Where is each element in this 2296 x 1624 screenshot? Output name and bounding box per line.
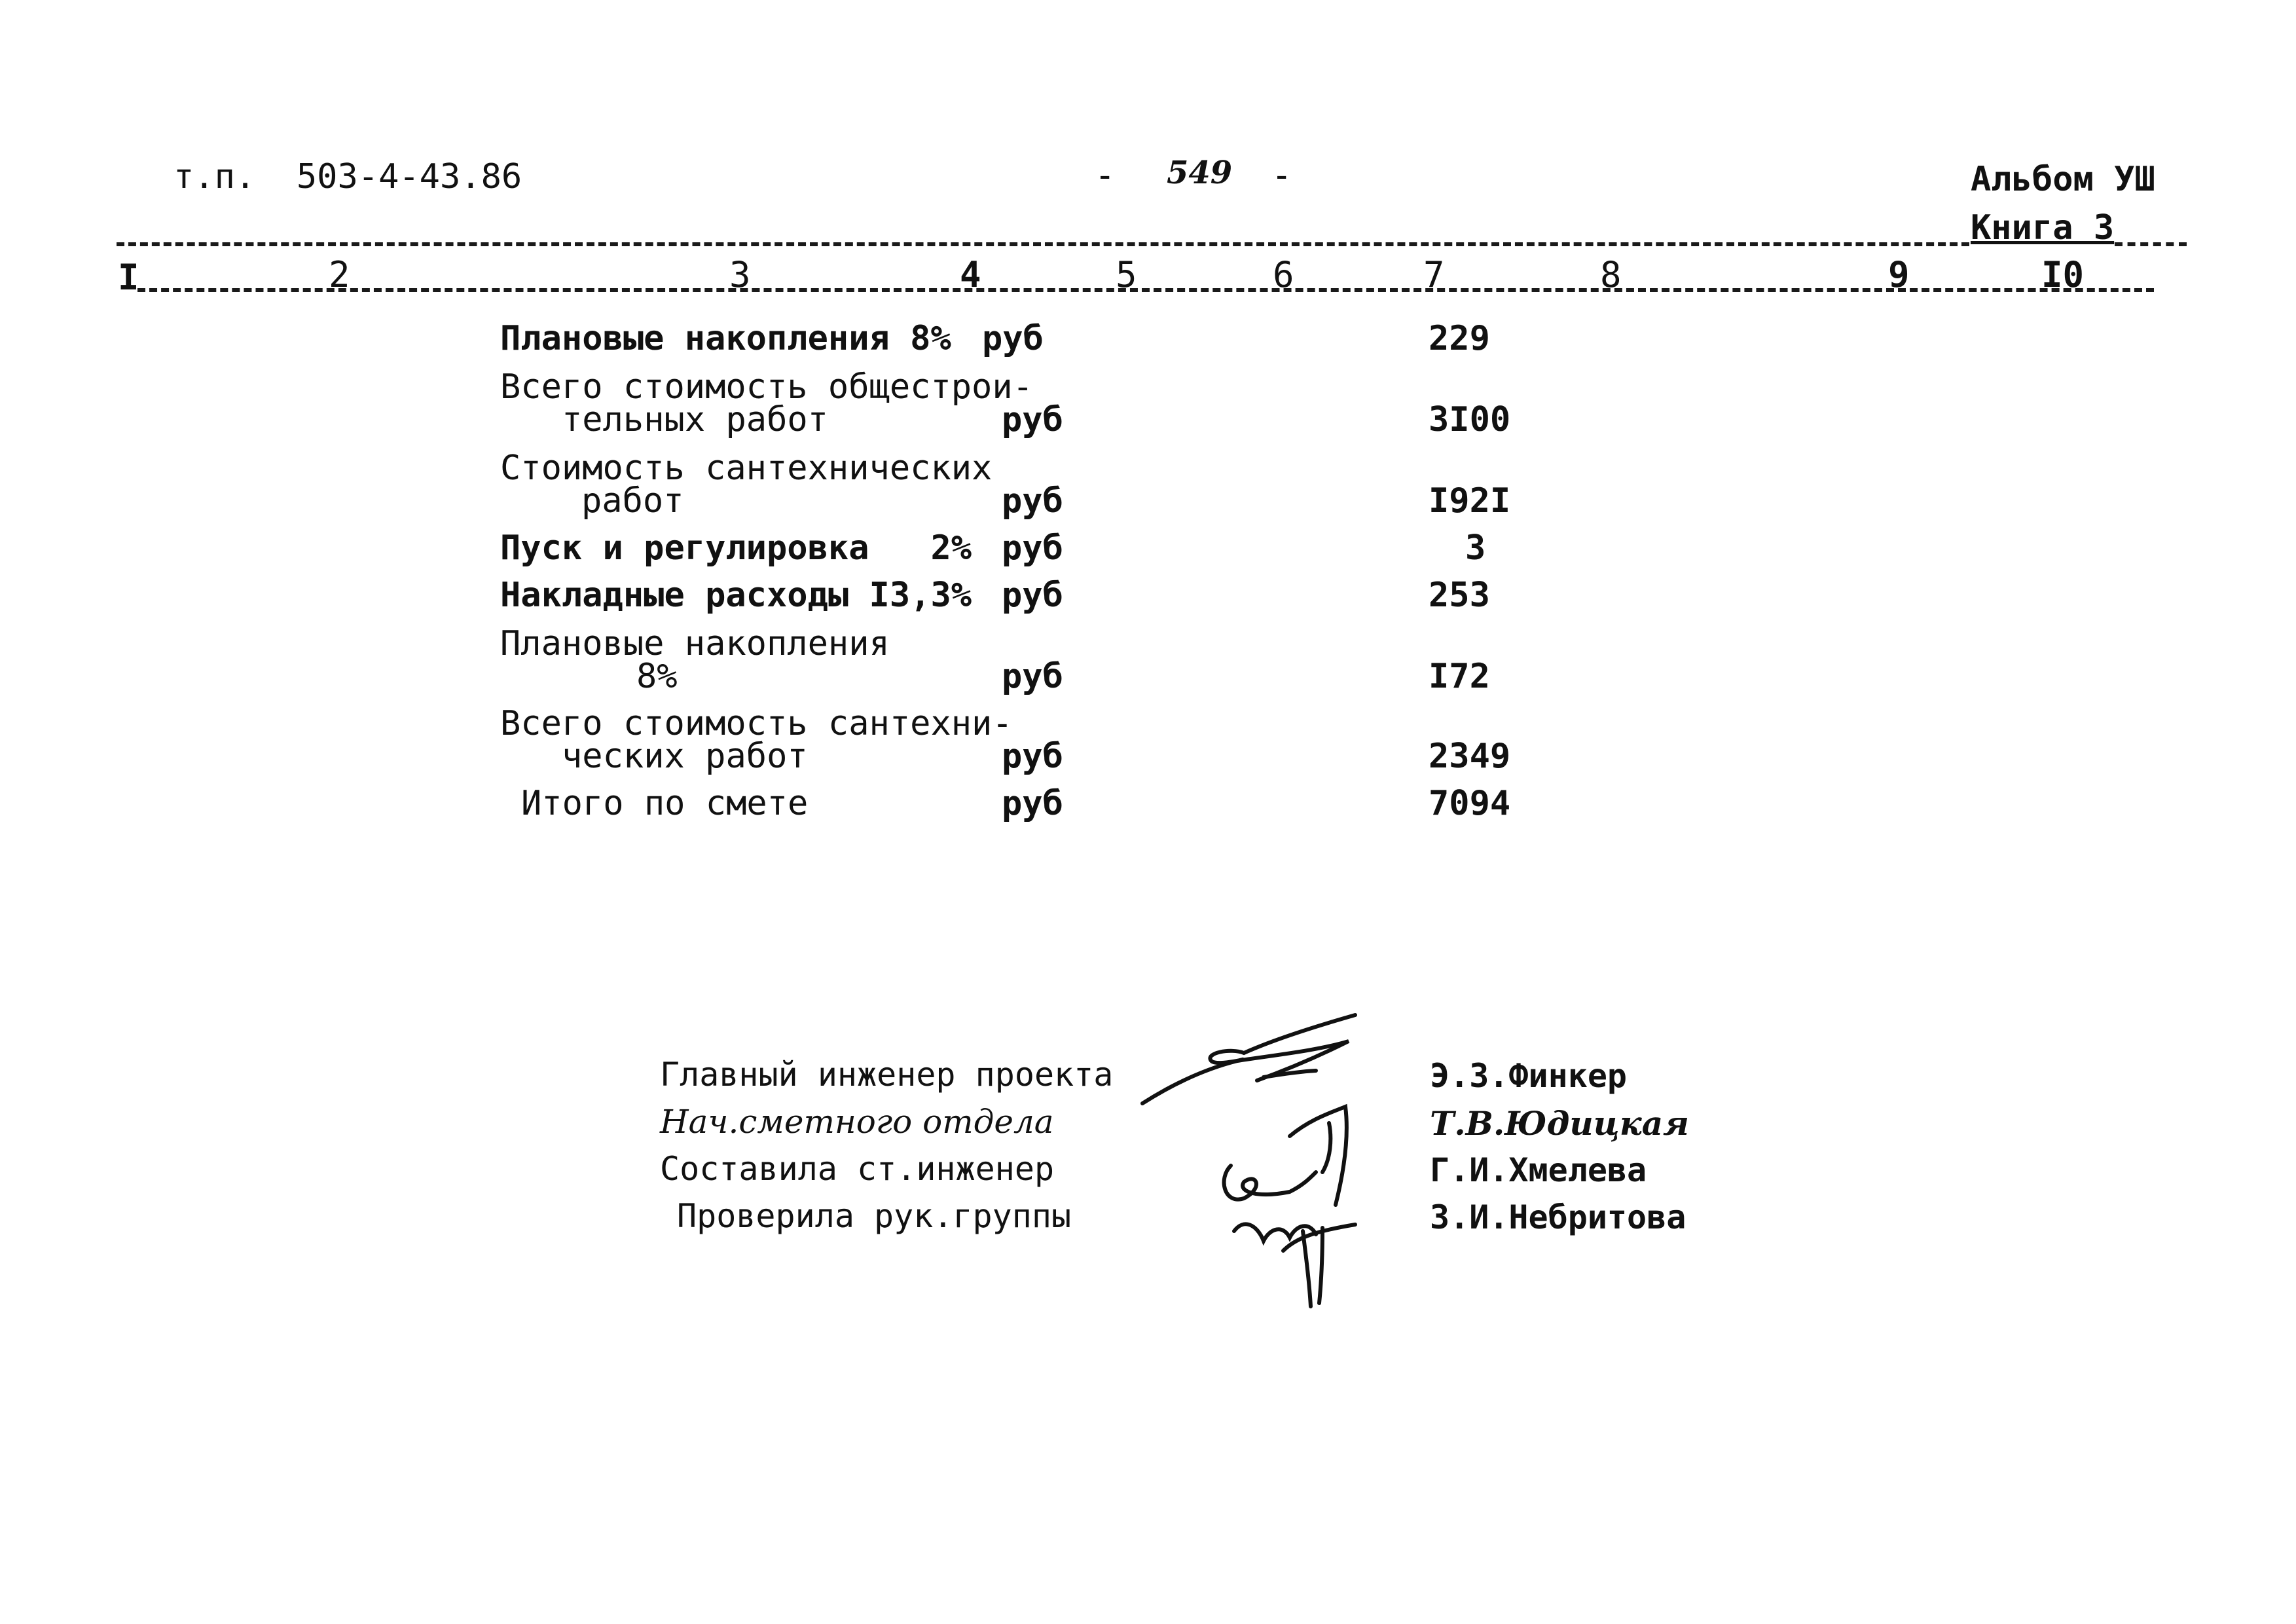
page-number-dash-left: -	[1095, 156, 1116, 195]
column-number-2: 2	[329, 254, 350, 295]
row-unit: руб	[1002, 576, 1063, 615]
column-number-rule	[137, 288, 2154, 292]
row-unit: руб	[1002, 481, 1063, 521]
row-label-continuation: работ	[581, 481, 684, 521]
signature-role: Проверила рук.группы	[677, 1197, 1072, 1235]
row-value: I92I	[1429, 481, 1511, 521]
row-label: Всего стоимость сантехни-	[500, 704, 1013, 743]
column-number-1: I	[118, 257, 139, 298]
row-label: Всего стоимость общестрои-	[500, 367, 1033, 407]
signature-name: Т.В.Юдицкая	[1430, 1104, 1689, 1143]
signature-role: Главный инженер проекта	[660, 1056, 1114, 1094]
document-code: т.п. 503-4-43.86	[173, 157, 522, 196]
column-number-4: 4	[960, 254, 981, 295]
row-unit: руб	[1002, 784, 1063, 823]
row-label: Плановые накопления 8%	[500, 319, 951, 358]
row-label-continuation: ческих работ	[562, 737, 808, 776]
row-unit: руб	[1002, 657, 1063, 696]
row-label-continuation: тельных работ	[562, 400, 828, 439]
row-value: 7094	[1429, 784, 1511, 823]
column-number-7: 7	[1423, 254, 1445, 295]
book-label: Книга 3	[1971, 208, 2115, 248]
column-number-6: 6	[1273, 254, 1294, 295]
signature-name: З.И.Небритова	[1430, 1198, 1686, 1236]
column-number-10: I0	[2041, 254, 2085, 295]
row-label: Пуск и регулировка 2%	[500, 528, 972, 568]
top-dashed-rule	[117, 242, 1969, 246]
row-value: 229	[1429, 319, 1490, 358]
row-label: Плановые накопления	[500, 624, 890, 663]
handwritten-signature-group-head	[1231, 1211, 1362, 1310]
top-dashed-rule-end	[2115, 242, 2187, 246]
signature-role: Нач.сметного отдела	[660, 1103, 1054, 1141]
row-label: Стоимость сантехнических	[500, 449, 993, 488]
column-number-9: 9	[1888, 254, 1910, 295]
signature-name: Г.И.Хмелева	[1430, 1151, 1647, 1189]
row-unit: руб	[1002, 400, 1063, 439]
column-number-5: 5	[1116, 254, 1137, 295]
row-unit: руб	[982, 319, 1044, 358]
signature-role: Составила ст.инженер	[660, 1150, 1055, 1188]
row-value: 2349	[1429, 737, 1511, 776]
column-number-8: 8	[1600, 254, 1622, 295]
column-number-3: 3	[729, 254, 751, 295]
album-label: Альбом УШ	[1971, 160, 2155, 199]
row-value: 253	[1429, 576, 1490, 615]
row-unit: руб	[1002, 737, 1063, 776]
signature-name: Э.З.Финкер	[1430, 1057, 1628, 1095]
row-label-continuation: 8%	[636, 657, 678, 696]
row-label: Накладные расходы I3,3%	[500, 576, 972, 615]
row-value: 3	[1465, 528, 1486, 568]
page-number: 549	[1167, 155, 1233, 191]
handwritten-signature-chief-engineer	[1139, 1015, 1375, 1113]
row-value: 3I00	[1429, 400, 1511, 439]
row-value: I72	[1429, 657, 1490, 696]
page-number-dash-right: -	[1271, 156, 1292, 195]
row-label: Итого по смете	[521, 784, 809, 823]
row-unit: руб	[1002, 528, 1063, 568]
